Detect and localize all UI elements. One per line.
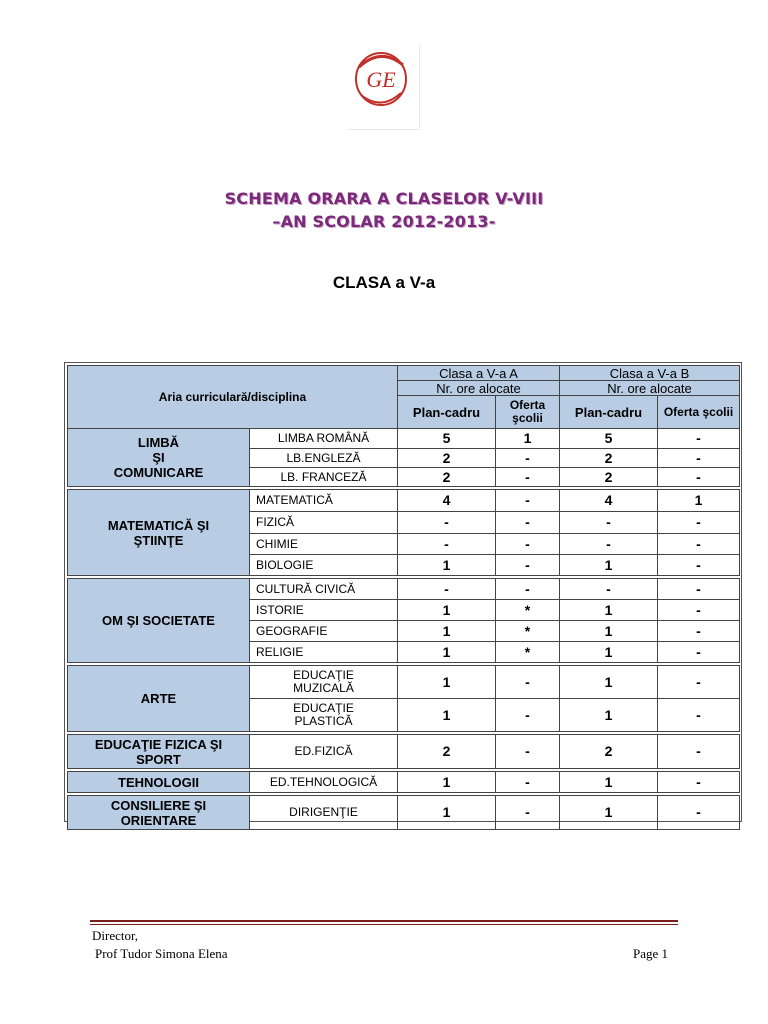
hours-b-plan: 2 [560, 735, 658, 769]
hours-a-plan: - [398, 512, 496, 534]
hours-b-plan: 1 [560, 666, 658, 699]
discipline-name: GEOGRAFIE [250, 621, 398, 642]
hours-b-offer: - [658, 772, 740, 793]
hours-a-plan: 1 [398, 555, 496, 576]
curricular-area: CONSILIERE ŞI ORIENTARE [68, 796, 250, 830]
hours-a-plan: 5 [398, 429, 496, 449]
director-name: Prof Tudor Simona Elena [95, 946, 228, 961]
hours-b-offer: - [658, 534, 740, 555]
hours-a-offer: - [496, 512, 560, 534]
discipline-name: CHIMIE [250, 534, 398, 555]
discipline-name: FIZICĂ [250, 512, 398, 534]
hours-b-plan: - [560, 579, 658, 600]
discipline-name: LIMBA ROMÂNĂ [250, 429, 398, 449]
table-row [68, 735, 740, 769]
discipline-name: DIRIGENŢIE [250, 796, 398, 830]
discipline-name: EDUCAŢIE PLASTICĂ [250, 699, 398, 732]
table-row [68, 579, 740, 600]
discipline-name: LB. FRANCEZĂ [250, 468, 398, 487]
header-hours-b: Nr. ore alocate [560, 381, 740, 396]
hours-a-offer: - [496, 534, 560, 555]
hours-b-offer: - [658, 468, 740, 487]
header-plan-a: Plan-cadru [398, 396, 496, 429]
hours-a-offer: - [496, 579, 560, 600]
discipline-name: CULTURĂ CIVICĂ [250, 579, 398, 600]
discipline-name: EDUCAŢIE MUZICALĂ [250, 666, 398, 699]
hours-a-plan: 1 [398, 666, 496, 699]
header-class-b: Clasa a V-a B [560, 366, 740, 381]
discipline-name: BIOLOGIE [250, 555, 398, 576]
school-logo [347, 45, 420, 130]
hours-a-plan: 2 [398, 735, 496, 769]
hours-b-plan: 2 [560, 468, 658, 487]
header-offer-b: Oferta şcolii [658, 396, 740, 429]
hours-b-plan: 1 [560, 642, 658, 663]
hours-b-offer: - [658, 796, 740, 830]
hours-a-offer: * [496, 642, 560, 663]
hours-b-offer: - [658, 735, 740, 769]
hours-a-plan: - [398, 579, 496, 600]
table-row [68, 429, 740, 449]
hours-a-plan: 1 [398, 621, 496, 642]
discipline-name: ED.FIZICĂ [250, 735, 398, 769]
hours-a-offer: - [496, 468, 560, 487]
hours-b-offer: - [658, 600, 740, 621]
hours-b-plan: - [560, 534, 658, 555]
curricular-area: MATEMATICĂ ŞI ŞTIINŢE [68, 490, 250, 576]
hours-b-plan: 1 [560, 555, 658, 576]
hours-b-offer: - [658, 642, 740, 663]
discipline-name: ED.TEHNOLOGICĂ [250, 772, 398, 793]
svg-text:GE: GE [366, 67, 396, 92]
director-label: Director, [92, 928, 139, 943]
hours-b-plan: 1 [560, 600, 658, 621]
table-row [68, 796, 740, 830]
discipline-name: RELIGIE [250, 642, 398, 663]
table-row [68, 490, 740, 512]
table-row [68, 772, 740, 793]
hours-a-offer: - [496, 666, 560, 699]
document-title-year: –AN SCOLAR 2012-2013- [272, 212, 496, 231]
header-offer-a: Oferta şcolii [496, 396, 560, 429]
hours-b-offer: - [658, 666, 740, 699]
hours-b-plan: 5 [560, 429, 658, 449]
timetable [67, 365, 740, 830]
hours-a-plan: 2 [398, 468, 496, 487]
table-row [68, 666, 740, 699]
hours-a-plan: 1 [398, 772, 496, 793]
hours-a-offer: - [496, 735, 560, 769]
hours-b-plan: 1 [560, 796, 658, 830]
hours-b-plan: 1 [560, 621, 658, 642]
logo-icon [347, 45, 419, 129]
hours-b-plan: 2 [560, 449, 658, 468]
footer-rule-thin [90, 924, 678, 925]
hours-a-plan: - [398, 534, 496, 555]
hours-a-offer: * [496, 600, 560, 621]
hours-a-offer: * [496, 621, 560, 642]
curricular-area: ARTE [68, 666, 250, 732]
hours-b-offer: - [658, 429, 740, 449]
hours-a-offer: - [496, 490, 560, 512]
hours-a-plan: 1 [398, 642, 496, 663]
hours-b-plan: - [560, 512, 658, 534]
page-number: Page 1 [633, 946, 669, 961]
hours-a-plan: 4 [398, 490, 496, 512]
hours-a-offer: - [496, 772, 560, 793]
hours-a-plan: 1 [398, 699, 496, 732]
discipline-name: LB.ENGLEZĂ [250, 449, 398, 468]
document-title: SCHEMA ORARA A CLASELOR V-VIII [224, 189, 544, 208]
header-hours-a: Nr. ore alocate [398, 381, 560, 396]
curricular-area: TEHNOLOGII [68, 772, 250, 793]
curricular-area: EDUCAŢIE FIZICA ŞI SPORT [68, 735, 250, 769]
header-area-discipline: Aria curriculară/disciplina [68, 366, 398, 429]
hours-a-offer: - [496, 555, 560, 576]
curricular-area: OM ŞI SOCIETATE [68, 579, 250, 663]
discipline-name: MATEMATICĂ [250, 490, 398, 512]
hours-b-offer: - [658, 699, 740, 732]
timetable-frame [64, 362, 742, 828]
hours-a-offer: 1 [496, 429, 560, 449]
hours-a-plan: 2 [398, 449, 496, 468]
hours-a-offer: - [496, 449, 560, 468]
hours-b-plan: 4 [560, 490, 658, 512]
hours-b-offer: - [658, 621, 740, 642]
hours-b-offer: - [658, 579, 740, 600]
hours-a-offer: - [496, 699, 560, 732]
footer-rule [90, 920, 678, 922]
hours-a-plan: 1 [398, 796, 496, 830]
hours-b-offer: 1 [658, 490, 740, 512]
class-heading: CLASA a V-a [332, 273, 436, 292]
header-class-a: Clasa a V-a A [398, 366, 560, 381]
curricular-area: LIMBĂ ŞI COMUNICARE [68, 429, 250, 487]
hours-b-plan: 1 [560, 699, 658, 732]
hours-b-offer: - [658, 555, 740, 576]
header-plan-b: Plan-cadru [560, 396, 658, 429]
hours-a-offer: - [496, 796, 560, 830]
hours-b-offer: - [658, 449, 740, 468]
hours-b-offer: - [658, 512, 740, 534]
hours-b-plan: 1 [560, 772, 658, 793]
discipline-name: ISTORIE [250, 600, 398, 621]
hours-a-plan: 1 [398, 600, 496, 621]
